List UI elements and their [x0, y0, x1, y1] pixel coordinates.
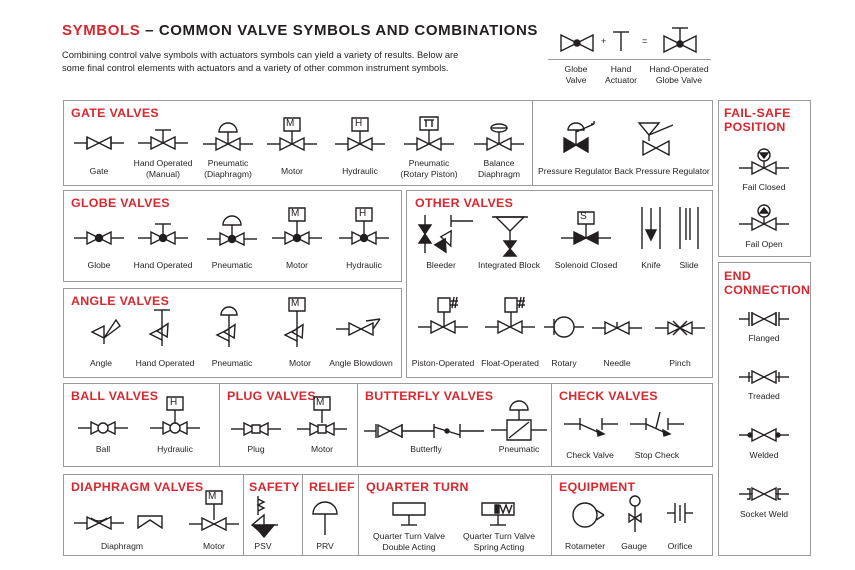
pressure-regulator-icon	[558, 120, 596, 156]
pneumatic-gate-label: Pneumatic (Diaphragm)	[204, 158, 252, 179]
title-rest: – COMMON VALVE SYMBOLS AND COMBINATIONS	[140, 22, 538, 39]
diaphragm-safety-divider	[243, 474, 244, 556]
check-valve-icon	[564, 416, 618, 438]
welded-label: Welded	[749, 450, 779, 460]
motor-gate-label: Motor	[281, 166, 303, 176]
rotameter-label: Rotameter	[564, 541, 606, 551]
diaphragm-valve-icon	[74, 515, 124, 531]
treaded-end-icon	[739, 369, 789, 385]
pneumatic-butterfly-label: Pneumatic	[498, 444, 540, 454]
hand-globe-valve-icon	[138, 223, 188, 246]
quarter-turn-double-acting-icon	[381, 501, 441, 527]
fail-closed-label: Fail Closed	[742, 182, 786, 192]
end-connection-title: END CONNECTION	[724, 269, 811, 297]
fail-open-icon	[739, 203, 789, 233]
float-operated-label: Float-Operated	[481, 358, 539, 368]
hydraulic-ball-tag: H	[170, 397, 178, 408]
diaphragm-label: Diaphragm	[100, 541, 144, 551]
intro-text: Combining control valve symbols with actuators symbols can yield a variety of results. Below are some final control elements with actuators and a variety of other common instrument symbols.	[62, 50, 459, 73]
globe-valves-title: GLOBE VALVES	[71, 196, 170, 210]
float-operated-valve-icon	[485, 296, 535, 336]
slide-valve-icon	[674, 206, 704, 250]
rotary-piston-gate-label: Pneumatic (Rotary Piston)	[400, 158, 458, 179]
legend-hand-label: Hand Actuator	[604, 64, 638, 85]
quarter-spring-label: Quarter Turn Valve Spring Acting	[463, 531, 535, 552]
prv-icon	[310, 500, 340, 536]
motor-diaphragm-label: Motor	[203, 541, 225, 551]
plug-valve-icon	[231, 421, 281, 437]
legend-plus: +	[601, 36, 607, 46]
check-valves-title: CHECK VALVES	[559, 389, 658, 403]
ball-plug-divider	[219, 383, 220, 467]
bleeder-valve-icon	[415, 213, 475, 255]
legend-hand-actuator-icon	[611, 30, 631, 52]
rotary-label: Rotary	[551, 358, 577, 368]
safety-relief-divider	[302, 474, 303, 556]
legend-globe-label: Globe Valve	[564, 64, 588, 85]
gate-valve-icon	[74, 135, 124, 151]
piston-operated-valve-icon	[418, 296, 468, 336]
slide-label: Slide	[679, 260, 699, 270]
socket-weld-end-icon	[739, 486, 789, 502]
needle-label: Needle	[603, 358, 631, 368]
legend-hog-label: Hand-Operated Globe Valve	[649, 64, 709, 85]
integrated-block-label: Integrated Block	[477, 260, 541, 270]
butterfly-valve-icon	[364, 423, 484, 439]
hydraulic-gate-label: Hydraulic	[342, 166, 378, 176]
butterfly-check-divider	[551, 383, 552, 467]
diaphragm-bonnet-icon	[136, 514, 164, 530]
pneumatic-gate-valve-icon	[203, 122, 253, 152]
angle-valves-title: ANGLE VALVES	[71, 294, 170, 308]
globe-valve-icon	[74, 230, 124, 246]
rotary-valve-icon	[544, 316, 584, 338]
hand-gate-valve-icon	[138, 129, 188, 151]
title-red: SYMBOLS	[62, 22, 141, 39]
fail-open-label: Fail Open	[745, 239, 783, 249]
pneumatic-angle-valve-icon	[215, 305, 251, 347]
hydraulic-gate-tag: H	[355, 118, 363, 129]
rotary-piston-gate-valve-icon	[404, 116, 454, 154]
equipment-title: EQUIPMENT	[559, 480, 636, 494]
quarter-equipment-divider	[551, 474, 552, 556]
flanged-label: Flanged	[748, 333, 780, 343]
gate-divider	[532, 100, 533, 186]
flanged-end-icon	[739, 311, 789, 327]
safety-title: SAFETY	[249, 480, 300, 494]
needle-valve-icon	[592, 320, 642, 336]
motor-diaphragm-tag: M	[208, 491, 217, 502]
motor-plug-tag: M	[316, 397, 325, 408]
motor-angle-valve-icon	[283, 297, 319, 347]
hydraulic-ball-label: Hydraulic	[157, 444, 193, 454]
motor-angle-tag: M	[291, 298, 300, 309]
hand-globe-label: Hand Operated	[133, 260, 193, 270]
welded-end-icon	[739, 427, 789, 443]
other-valves-title: OTHER VALVES	[415, 196, 514, 210]
gauge-icon	[624, 494, 646, 534]
orifice-icon	[667, 501, 693, 525]
hydraulic-globe-tag: H	[359, 208, 367, 219]
ball-label: Ball	[95, 444, 111, 454]
pinch-valve-icon	[655, 320, 705, 336]
socket-weld-label: Socket Weld	[739, 509, 789, 519]
plug-label: Plug	[247, 444, 265, 454]
gate-valves-title: GATE VALVES	[71, 106, 159, 120]
rotameter-icon	[570, 500, 608, 530]
knife-label: Knife	[641, 260, 661, 270]
quarter-turn-title: QUARTER TURN	[366, 480, 469, 494]
back-pressure-regulator-icon	[637, 121, 677, 157]
pneumatic-butterfly-valve-icon	[491, 400, 547, 440]
back-pressure-regulator-label: Back Pressure Regulator	[614, 166, 710, 176]
fail-safe-title: FAIL-SAFE POSITION	[724, 106, 791, 134]
piston-operated-label: Piston-Operated	[411, 358, 475, 368]
hand-gate-label: Hand Operated (Manual)	[133, 158, 193, 179]
plug-valves-title: PLUG VALVES	[227, 389, 316, 403]
angle-blowdown-valve-icon	[336, 315, 386, 339]
ball-valve-icon	[78, 420, 128, 436]
gauge-label: Gauge	[621, 541, 647, 551]
butterfly-label: Butterfly	[410, 444, 442, 454]
angle-blowdown-label: Angle Blowdown	[329, 358, 393, 368]
balance-diaphragm-valve-icon	[474, 122, 524, 152]
pneumatic-globe-valve-icon	[207, 215, 257, 247]
bleeder-label: Bleeder	[426, 260, 456, 270]
motor-gate-tag: M	[286, 118, 295, 129]
motor-globe-tag: M	[291, 208, 300, 219]
quarter-double-label: Quarter Turn Valve Double Acting	[373, 531, 445, 552]
angle-label: Angle	[90, 358, 112, 368]
motor-angle-label: Motor	[289, 358, 311, 368]
psv-label: PSV	[254, 541, 272, 551]
hand-angle-valve-icon	[148, 308, 184, 346]
pneumatic-globe-label: Pneumatic	[211, 260, 253, 270]
psv-icon	[250, 495, 278, 537]
prv-label: PRV	[316, 541, 334, 551]
legend-globe-valve-icon	[557, 33, 597, 53]
integrated-block-valve-icon	[490, 213, 530, 257]
motor-globe-label: Motor	[286, 260, 308, 270]
angle-valve-icon	[90, 312, 122, 344]
balance-diaphragm-label: Balance Diaphragm	[477, 158, 521, 179]
solenoid-tag: S	[580, 211, 587, 222]
pneumatic-angle-label: Pneumatic	[211, 358, 253, 368]
motor-plug-label: Motor	[311, 444, 333, 454]
quarter-turn-spring-acting-icon	[470, 501, 530, 527]
butterfly-valves-title: BUTTERFLY VALVES	[365, 389, 494, 403]
legend-underline	[548, 59, 711, 60]
globe-label: Globe	[87, 260, 111, 270]
ball-valves-title: BALL VALVES	[71, 389, 159, 403]
fail-closed-icon	[739, 147, 789, 177]
orifice-label: Orifice	[667, 541, 693, 551]
check-valve-label: Check Valve	[566, 450, 614, 460]
stop-check-label: Stop Check	[634, 450, 680, 460]
stop-check-valve-icon	[630, 410, 684, 438]
pinch-label: Pinch	[669, 358, 691, 368]
solenoid-closed-label: Solenoid Closed	[554, 260, 618, 270]
plug-butterfly-divider	[357, 383, 358, 467]
legend-hand-globe-icon	[660, 26, 700, 54]
pressure-regulator-label: Pressure Regulator	[537, 166, 613, 176]
legend-equals: =	[642, 36, 648, 46]
page-title	[62, 22, 538, 39]
hand-angle-label: Hand Operated	[135, 358, 195, 368]
treaded-label: Treaded	[748, 391, 780, 401]
diaphragm-valves-title: DIAPHRAGM VALVES	[71, 480, 204, 494]
relief-quarter-divider	[358, 474, 359, 556]
gate-label: Gate	[89, 166, 109, 176]
knife-valve-icon	[636, 206, 666, 250]
hydraulic-globe-label: Hydraulic	[346, 260, 382, 270]
relief-title: RELIEF	[309, 480, 355, 494]
